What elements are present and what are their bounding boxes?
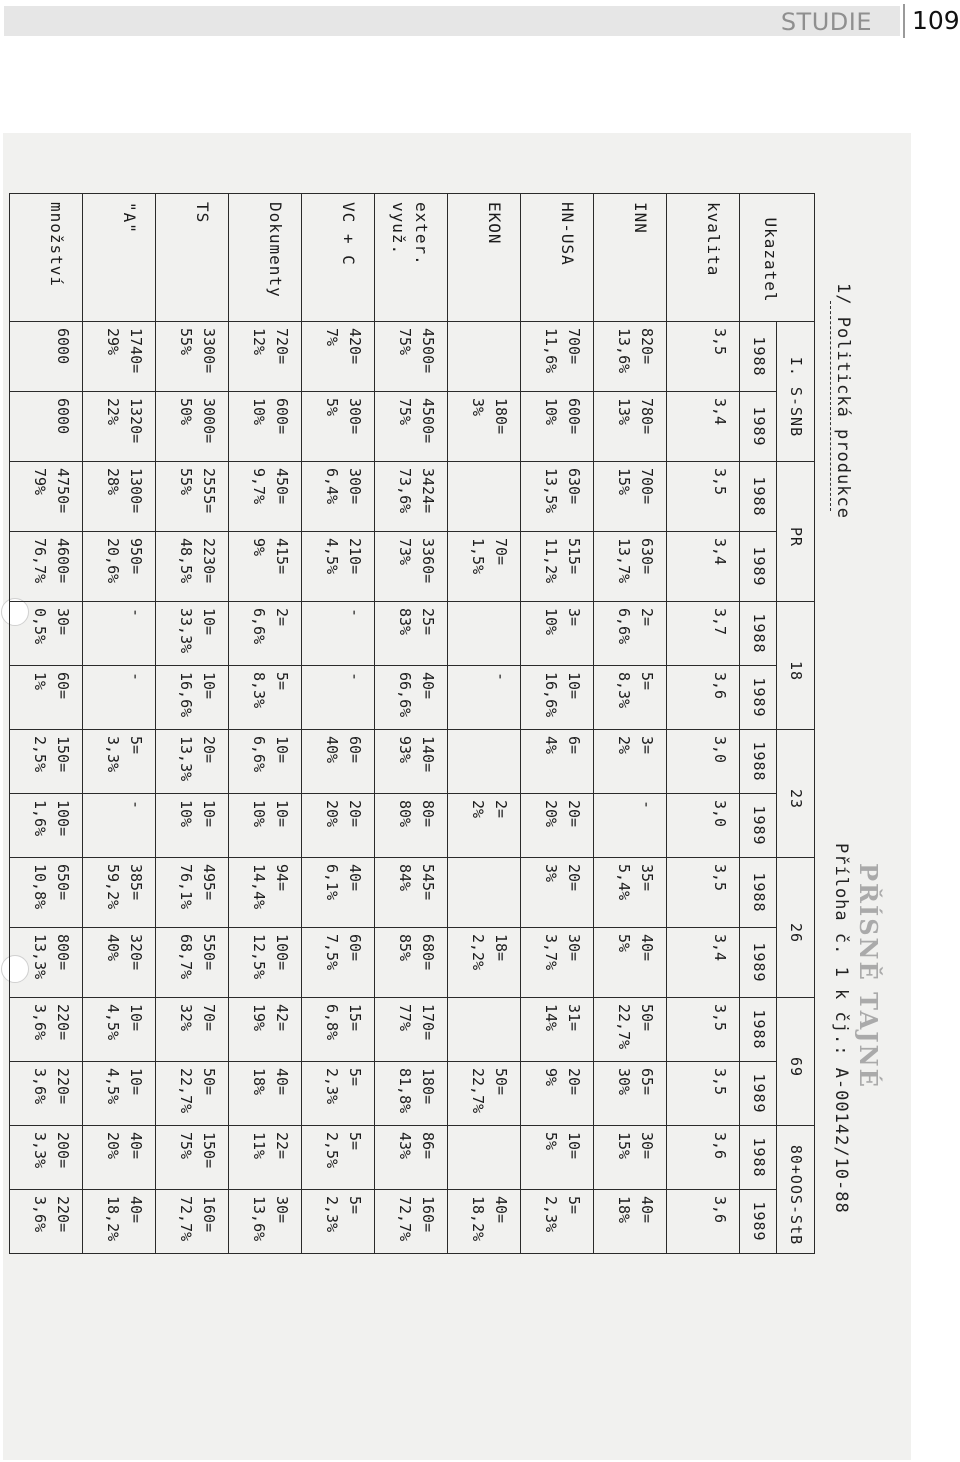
table-cell: 40= 66,6%	[375, 666, 448, 730]
table-header-groups	[777, 194, 815, 1254]
table-cell: 50= 22,7%	[448, 1062, 521, 1126]
table-cell: 40= 18,2%	[448, 1190, 521, 1254]
table-cell: 3,5	[667, 998, 740, 1062]
column-group-header: 18	[777, 602, 815, 730]
table-cell: 3= 10%	[521, 602, 594, 666]
table-cell: 30= 3,7%	[521, 928, 594, 998]
table-cell: 3,6	[667, 666, 740, 730]
rotated-page	[3, 133, 911, 1460]
table-cell: 5= 2,5%	[302, 1126, 375, 1190]
table-cell: 100= 1,6%	[10, 794, 83, 858]
table-cell: 20= 3%	[521, 858, 594, 928]
table-cell: 6000	[10, 392, 83, 462]
year-header: 1988	[740, 462, 778, 532]
table-cell: 40= 20%	[83, 1126, 156, 1190]
table-cell: 3,4	[667, 392, 740, 462]
table-cell: 94= 14,4%	[229, 858, 302, 928]
column-group-header: 69	[777, 998, 815, 1126]
table-cell: 180= 81,8%	[375, 1062, 448, 1126]
table-cell: 4500= 75%	[375, 322, 448, 392]
table-row	[375, 194, 448, 1254]
table-cell	[448, 602, 521, 666]
year-header: 1989	[740, 794, 778, 858]
document-title	[833, 283, 853, 519]
year-header: 1989	[740, 928, 778, 998]
table-row	[302, 194, 375, 1254]
column-header-indicator: Ukazatel	[740, 194, 815, 322]
table-cell: 10= 5%	[521, 1126, 594, 1190]
year-header: 1989	[740, 392, 778, 462]
table-cell: 3,6	[667, 1190, 740, 1254]
year-header: 1989	[740, 1190, 778, 1254]
title-underline	[830, 301, 831, 511]
table-cell: 15= 6,8%	[302, 998, 375, 1062]
table-cell: 550= 68,7%	[156, 928, 229, 998]
table-cell: 18= 2,2%	[448, 928, 521, 998]
table-cell: 200= 3,3%	[10, 1126, 83, 1190]
table-cell: 10= 16,6%	[521, 666, 594, 730]
table-cell: 2230= 48,5%	[156, 532, 229, 602]
scanned-document	[3, 133, 911, 1460]
table-cell: 3,5	[667, 858, 740, 928]
table-cell: 5= 2,3%	[521, 1190, 594, 1254]
year-header: 1988	[740, 730, 778, 794]
table-cell: 5= 3,3%	[83, 730, 156, 794]
row-label: Dokumenty	[229, 194, 302, 322]
table-cell: -	[448, 666, 521, 730]
table-cell: 50= 22,7%	[594, 998, 667, 1062]
row-label: EKON	[448, 194, 521, 322]
table-cell: 420= 7%	[302, 322, 375, 392]
table-cell: 10= 16,6%	[156, 666, 229, 730]
table-cell: 40= 18,2%	[83, 1190, 156, 1254]
table-cell: 60= 1%	[10, 666, 83, 730]
year-header: 1988	[740, 858, 778, 928]
year-header: 1988	[740, 1126, 778, 1190]
row-label: INN	[594, 194, 667, 322]
attachment-reference: Příloha č. 1 k čj.: A-00142/10-88	[831, 843, 851, 1214]
column-group-header: 23	[777, 730, 815, 858]
table-cell: 42= 19%	[229, 998, 302, 1062]
table-cell: 80= 80%	[375, 794, 448, 858]
table-cell: 30= 0,5%	[10, 602, 83, 666]
page-number: 109	[912, 6, 960, 35]
table-cell: 1320= 22%	[83, 392, 156, 462]
table-cell: 40= 6,1%	[302, 858, 375, 928]
row-label: kvalita	[667, 194, 740, 322]
column-group-header: 26	[777, 858, 815, 998]
table-cell: 3424= 73,6%	[375, 462, 448, 532]
table-cell: 180= 3%	[448, 392, 521, 462]
table-cell: 170= 77%	[375, 998, 448, 1062]
table-row	[667, 194, 740, 1254]
table-row	[156, 194, 229, 1254]
table-cell: 50= 22,7%	[156, 1062, 229, 1126]
table-cell: 22= 11%	[229, 1126, 302, 1190]
header-divider	[903, 4, 905, 38]
table-cell	[448, 858, 521, 928]
table-cell: 220= 3,6%	[10, 1062, 83, 1126]
table-cell: 10= 4,5%	[83, 1062, 156, 1126]
classification-stamp: PŘÍSNĚ TAJNÉ	[854, 863, 883, 1089]
table-cell: 40= 18%	[594, 1190, 667, 1254]
table-cell: 2= 6,6%	[594, 602, 667, 666]
table-cell: 40= 18%	[229, 1062, 302, 1126]
table-cell: 150= 2,5%	[10, 730, 83, 794]
column-group-header: 80+OOS-StB	[777, 1126, 815, 1254]
table-cell: 5= 8,3%	[594, 666, 667, 730]
table-cell: 3,4	[667, 532, 740, 602]
table-row	[83, 194, 156, 1254]
table-cell: 10= 10%	[156, 794, 229, 858]
table-cell: 3,0	[667, 794, 740, 858]
table-cell: 20= 9%	[521, 1062, 594, 1126]
table-row	[10, 194, 83, 1254]
table-cell: 35= 5,4%	[594, 858, 667, 928]
table-cell: 3,6	[667, 1126, 740, 1190]
table-cell: 780= 13%	[594, 392, 667, 462]
table-cell: 5= 2,3%	[302, 1062, 375, 1126]
table-cell: 700= 11,6%	[521, 322, 594, 392]
table-cell: -	[302, 602, 375, 666]
year-header: 1988	[740, 998, 778, 1062]
table-cell: 515= 11,2%	[521, 532, 594, 602]
production-table	[9, 193, 815, 1254]
table-cell: 31= 14%	[521, 998, 594, 1062]
table-cell: 70= 32%	[156, 998, 229, 1062]
table-cell: 3360= 73%	[375, 532, 448, 602]
table-cell: 10= 33,3%	[156, 602, 229, 666]
table-cell: 10= 10%	[229, 794, 302, 858]
table-cell: 700= 15%	[594, 462, 667, 532]
table-cell: 5= 8,3%	[229, 666, 302, 730]
table-cell: 70= 1,5%	[448, 532, 521, 602]
table-cell: 650= 10,8%	[10, 858, 83, 928]
table-cell: 300= 5%	[302, 392, 375, 462]
table-cell: 3= 2%	[594, 730, 667, 794]
table-cell: 3,5	[667, 462, 740, 532]
table-cell: 3,5	[667, 1062, 740, 1126]
table-cell: 6= 4%	[521, 730, 594, 794]
column-group-header: PR	[777, 462, 815, 602]
year-header: 1989	[740, 1062, 778, 1126]
table-cell: 210= 4,5%	[302, 532, 375, 602]
table-cell: -	[594, 794, 667, 858]
table-cell: 1740= 29%	[83, 322, 156, 392]
table-cell: 100= 12,5%	[229, 928, 302, 998]
year-header: 1989	[740, 532, 778, 602]
table-cell: 630= 13,5%	[521, 462, 594, 532]
table-cell: 600= 10%	[229, 392, 302, 462]
table-cell: 680= 85%	[375, 928, 448, 998]
section-label: STUDIE	[780, 8, 872, 36]
row-label: HN-USA	[521, 194, 594, 322]
table-cell: 800= 13,3%	[10, 928, 83, 998]
table-cell: 10= 4,5%	[83, 998, 156, 1062]
table-cell: 4600= 76,7%	[10, 532, 83, 602]
table-cell: 4500= 75%	[375, 392, 448, 462]
table-cell: 25= 83%	[375, 602, 448, 666]
header-band	[4, 6, 900, 36]
table-cell: 86= 43%	[375, 1126, 448, 1190]
table-cell: 140= 93%	[375, 730, 448, 794]
table-cell: 60= 7,5%	[302, 928, 375, 998]
table-cell: 150= 75%	[156, 1126, 229, 1190]
table-cell: 3000= 50%	[156, 392, 229, 462]
table-row	[448, 194, 521, 1254]
table-cell: 820= 13,6%	[594, 322, 667, 392]
table-cell: 545= 84%	[375, 858, 448, 928]
table-cell: -	[83, 666, 156, 730]
column-group-header: I. S-SNB	[777, 322, 815, 462]
table-cell	[448, 998, 521, 1062]
row-label: TS	[156, 194, 229, 322]
table-header-years	[740, 194, 778, 1254]
table-cell	[448, 462, 521, 532]
table-cell: 3,0	[667, 730, 740, 794]
table-cell: 10= 6,6%	[229, 730, 302, 794]
table-cell: 450= 9,7%	[229, 462, 302, 532]
table-cell: 600= 10%	[521, 392, 594, 462]
table-row	[594, 194, 667, 1254]
table-cell: 160= 72,7%	[375, 1190, 448, 1254]
year-header: 1988	[740, 322, 778, 392]
table-cell: 720= 12%	[229, 322, 302, 392]
table-cell: 60= 40%	[302, 730, 375, 794]
table-cell: 4750= 79%	[10, 462, 83, 532]
table-cell: -	[302, 666, 375, 730]
row-label: "A"	[83, 194, 156, 322]
table-cell: 2555= 55%	[156, 462, 229, 532]
table-cell: 1300= 28%	[83, 462, 156, 532]
table-cell: 65= 30%	[594, 1062, 667, 1126]
table-cell: 3,4	[667, 928, 740, 998]
table-cell: 220= 3,6%	[10, 1190, 83, 1254]
table-cell: 20= 13,3%	[156, 730, 229, 794]
row-label: VC + C	[302, 194, 375, 322]
table-cell: 2= 2%	[448, 794, 521, 858]
page-header	[0, 0, 960, 42]
table-cell: 220= 3,6%	[10, 998, 83, 1062]
table-cell: 40= 5%	[594, 928, 667, 998]
table-cell: 20= 20%	[521, 794, 594, 858]
document-title-text: 1/ Politická produkce	[833, 283, 853, 519]
table-cell: 3,5	[667, 322, 740, 392]
year-header: 1988	[740, 602, 778, 666]
table-cell: 630= 13,7%	[594, 532, 667, 602]
year-header: 1989	[740, 666, 778, 730]
table-cell: 385= 59,2%	[83, 858, 156, 928]
table-row	[229, 194, 302, 1254]
row-label: exter. využ.	[375, 194, 448, 322]
table-row	[521, 194, 594, 1254]
table-cell: 30= 13,6%	[229, 1190, 302, 1254]
table-cell	[448, 730, 521, 794]
table-cell: -	[83, 602, 156, 666]
table-cell: 300= 6,4%	[302, 462, 375, 532]
table-cell: 30= 15%	[594, 1126, 667, 1190]
table-cell: 3,7	[667, 602, 740, 666]
table-cell: 3300= 55%	[156, 322, 229, 392]
table-cell: 5= 2,3%	[302, 1190, 375, 1254]
table-cell: 160= 72,7%	[156, 1190, 229, 1254]
table-cell: 320= 40%	[83, 928, 156, 998]
table-cell: -	[83, 794, 156, 858]
table-cell: 415= 9%	[229, 532, 302, 602]
table-cell	[448, 322, 521, 392]
table-cell	[448, 1126, 521, 1190]
table-cell: 950= 20,6%	[83, 532, 156, 602]
table-cell: 6000	[10, 322, 83, 392]
table-cell: 495= 76,1%	[156, 858, 229, 928]
table-cell: 2= 6,6%	[229, 602, 302, 666]
table-cell: 20= 20%	[302, 794, 375, 858]
row-label: množství	[10, 194, 83, 322]
